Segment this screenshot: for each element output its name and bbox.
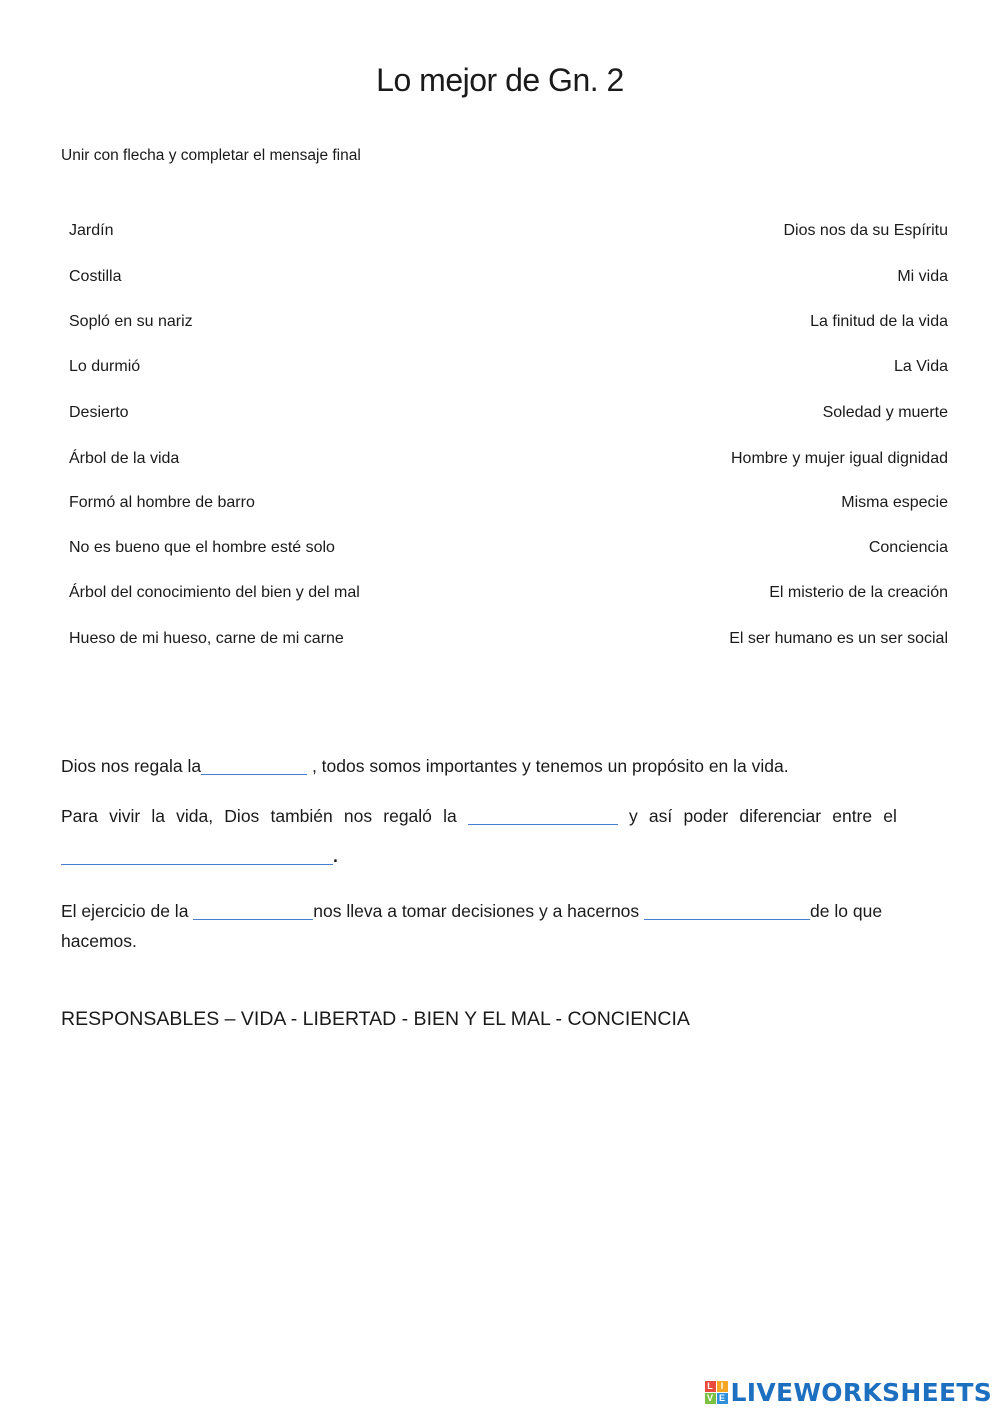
sentence-word: también [270, 806, 333, 826]
word-bank: RESPONSABLES – VIDA - LIBERTAD - BIEN Y EL MAL - CONCIENCIA [61, 1008, 690, 1030]
match-row [69, 450, 948, 472]
match-right-item[interactable]: Soledad y muerte [822, 404, 948, 421]
match-left-item[interactable]: Costilla [69, 268, 122, 285]
sentence-text: El ejercicio de la [61, 901, 189, 921]
blank-input-1[interactable] [201, 756, 307, 775]
logo-mark-square: I [717, 1381, 728, 1392]
sentence-3 [61, 896, 901, 956]
blank-input-5[interactable] [644, 901, 810, 920]
sentence-word: nos [343, 806, 373, 826]
match-row [69, 494, 948, 516]
match-right-item[interactable]: Dios nos da su Espíritu [783, 222, 948, 239]
page-title: Lo mejor de Gn. 2 [376, 62, 624, 98]
match-left-item[interactable]: Formó al hombre de barro [69, 494, 255, 511]
match-row [69, 222, 948, 244]
sentence-text: Dios nos regala la [61, 756, 202, 776]
match-right-item[interactable]: El misterio de la creación [769, 584, 948, 601]
blank-input-3[interactable] [61, 846, 333, 865]
match-row [69, 584, 948, 606]
match-left-item[interactable]: Árbol del conocimiento del bien y del mal [69, 584, 360, 601]
blank-input-4[interactable] [193, 901, 313, 920]
logo-mark-square: V [705, 1393, 716, 1404]
liveworksheets-logo [705, 1377, 992, 1407]
liveworksheets-mark-icon [705, 1381, 728, 1404]
sentence-word: poder [683, 806, 729, 826]
blank-input-2[interactable] [468, 806, 618, 825]
match-right-item[interactable]: Misma especie [841, 494, 948, 511]
sentence-2 [61, 806, 897, 827]
sentence-word: Dios [224, 806, 260, 826]
sentence-text: , todos somos importantes y tenemos un propósito en la vida. [311, 756, 789, 776]
match-right-item[interactable]: Conciencia [868, 539, 948, 556]
sentence-word: vida, [176, 806, 214, 826]
sentence-word: el [883, 806, 897, 826]
sentence-word: la [443, 806, 457, 826]
sentence-word: vivir [109, 806, 141, 826]
sentence-word: y [629, 806, 638, 826]
match-left-item[interactable]: Sopló en su nariz [69, 313, 193, 330]
sentence-word: diferenciar [739, 806, 822, 826]
logo-mark-square: L [705, 1381, 716, 1392]
match-row [69, 630, 948, 652]
match-right-item[interactable]: Mi vida [897, 268, 948, 285]
logo-mark-square: E [717, 1393, 728, 1404]
sentence-period: . [333, 846, 338, 866]
match-left-item[interactable]: Desierto [69, 404, 129, 421]
sentence-word: así [648, 806, 673, 826]
sentence-word: Para [61, 806, 98, 826]
sentence-word: entre [832, 806, 873, 826]
sentence-word: la [151, 806, 166, 826]
match-right-item[interactable]: La finitud de la vida [810, 313, 948, 330]
match-right-item[interactable]: La Vida [894, 358, 948, 375]
match-left-item[interactable]: Lo durmió [69, 358, 141, 375]
instruction-text: Unir con flecha y completar el mensaje final [61, 147, 361, 164]
match-row [69, 313, 948, 335]
sentence-text: hacemos. [61, 931, 137, 951]
match-row [69, 539, 948, 561]
sentence-text: nos lleva a tomar decisiones y a hacernos [313, 901, 640, 921]
match-left-item[interactable]: Hueso de mi hueso, carne de mi carne [69, 630, 344, 647]
match-row [69, 404, 948, 426]
match-right-item[interactable]: Hombre y mujer igual dignidad [731, 450, 948, 467]
match-left-item[interactable]: Árbol de la vida [69, 450, 180, 467]
match-row [69, 358, 948, 380]
sentence-2-continuation [61, 846, 901, 867]
match-right-item[interactable]: El ser humano es un ser social [729, 630, 948, 647]
match-left-item[interactable]: Jardín [69, 222, 114, 239]
match-row [69, 268, 948, 290]
match-left-item[interactable]: No es bueno que el hombre esté solo [69, 539, 335, 556]
sentence-word: regaló [383, 806, 432, 826]
sentence-text: de lo que [810, 901, 883, 921]
sentence-1 [61, 756, 901, 777]
brand-name: LIVEWORKSHEETS [730, 1377, 992, 1407]
